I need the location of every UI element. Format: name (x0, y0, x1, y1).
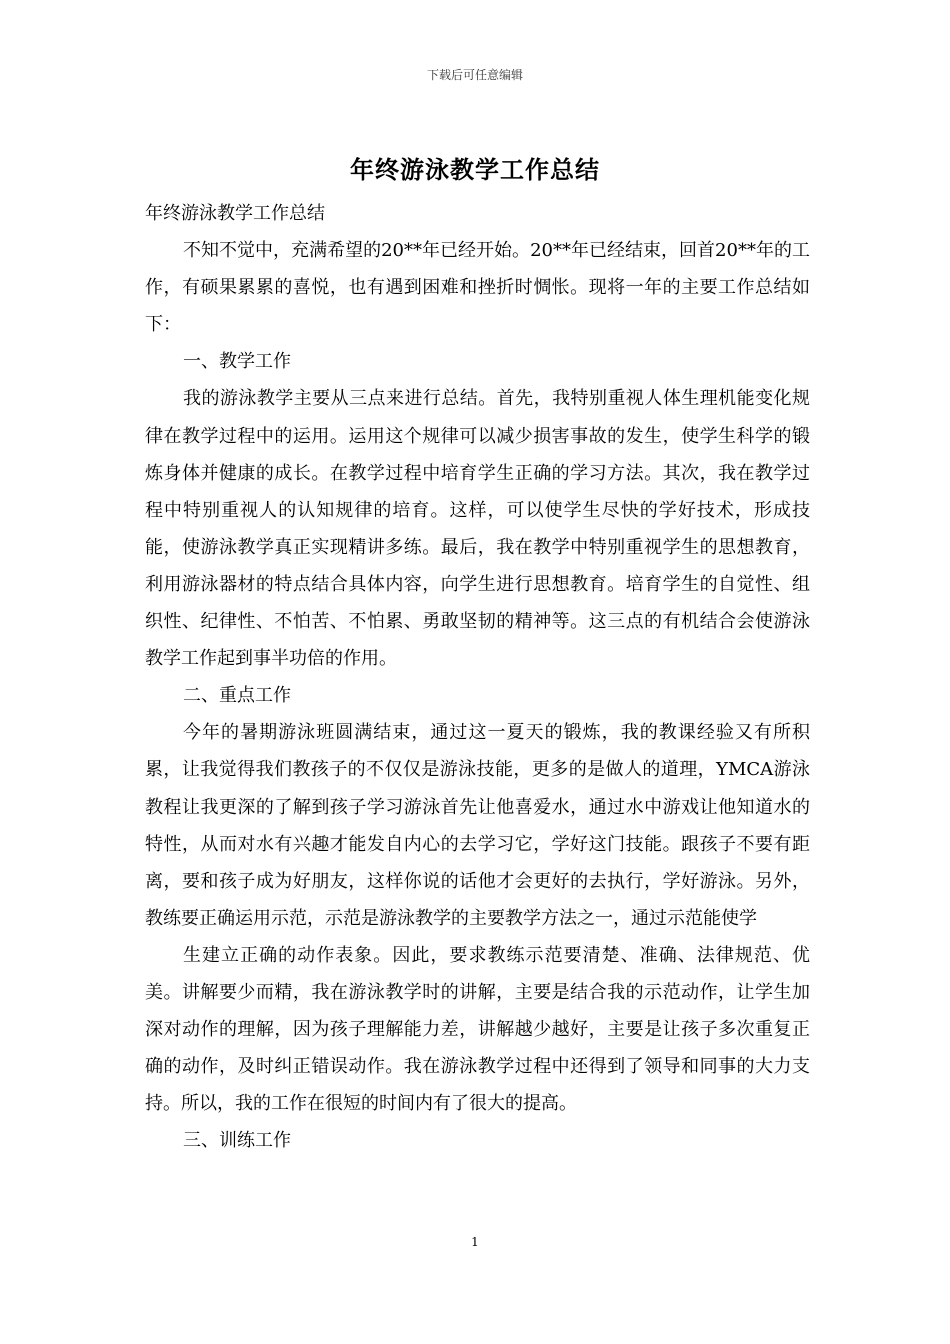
page-number: 1 (471, 1235, 479, 1249)
teaching-paragraph: 我的游泳教学主要从三点来进行总结。首先，我特别重视人体生理机能变化规律在教学过程中的运用。运用这个规律可以减少损害事故的发生，使学生科学的锻炼身体并健康的成长。在教学过程中培育学生正确的学习方法。其次，我在教学过程中特别重视人的认知规律的培育。这样，可以使学生尽快的学好技术，形成技能，使游泳教学真正实现精讲多练。最后，我在教学中特别重视学生的思想教育，利用游泳器材的特点结合具体内容，向学生进行思想教育。培育学生的自觉性、组织性、纪律性、不怕苦、不怕累、勇敢坚韧的精神等。这三点的有机结合会使游泳教学工作起到事半功倍的作用。 (145, 388, 810, 670)
subtitle-paragraph: 年终游泳教学工作总结 (145, 203, 325, 224)
demonstration-paragraph: 生建立正确的动作表象。因此，要求教练示范要清楚、准确、法律规范、优美。讲解要少而精，我在游泳教学时的讲解，主要是结合我的示范动作，让学生加深对动作的理解，因为孩子理解能力差，讲解越少越好，主要是让孩子多次重复正确的动作，及时纠正错误动作。我在游泳教学过程中还得到了领导和同事的大力支持。所以，我的工作在很短的时间内有了很大的提高。 (145, 944, 810, 1115)
section-heading-key-work: 二、重点工作 (183, 685, 291, 707)
header-note: 下载后可任意编辑 (426, 68, 523, 82)
key-work-paragraph: 今年的暑期游泳班圆满结束，通过这一夏天的锻炼，我的教课经验又有所积累，让我觉得我们教孩子的不仅仅是游泳技能，更多的是做人的道理，YMCA游泳教程让我更深的了解到孩子学习游泳首先让他喜爱水，通过水中游戏让他知道水的特性，从而对水有兴趣才能发自内心的去学习它，学好这门技能。跟孩子不要有距离，要和孩子成为好朋友，这样你说的话他才会更好的去执行，学好游泳。另外，教练要正确运用示范，示范是游泳教学的主要教学方法之一，通过示范能使学 (145, 722, 810, 929)
intro-paragraph: 不知不觉中，充满希望的20**年已经开始。20**年已经结束，回首20**年的工作，有硕果累累的喜悦，也有遇到困难和挫折时惆怅。现将一年的主要工作总结如下： (145, 240, 810, 336)
document-body (145, 195, 810, 1159)
document-title: 年终游泳教学工作总结 (350, 155, 600, 184)
section-heading-training: 三、训练工作 (183, 1130, 291, 1152)
section-heading-teaching: 一、教学工作 (183, 351, 291, 373)
